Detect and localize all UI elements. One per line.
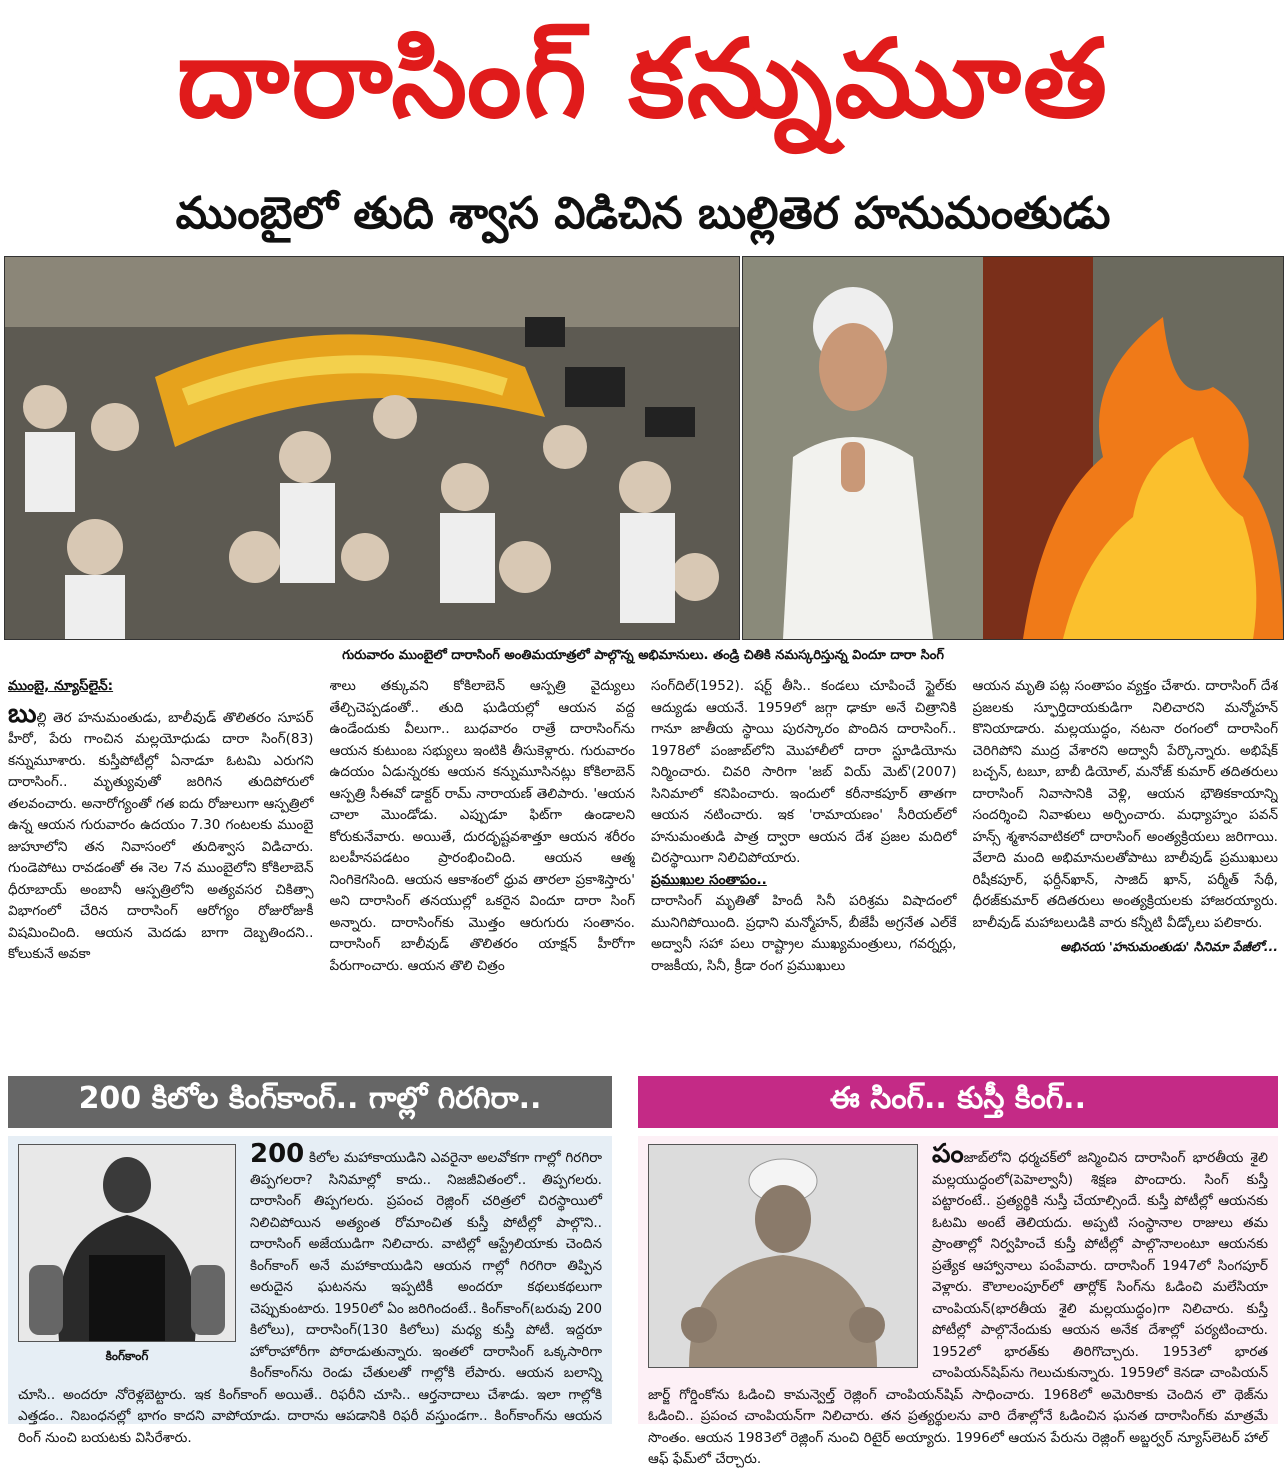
wrestling-king-body xyxy=(638,1136,1278,1467)
article-column-1 xyxy=(8,676,314,1070)
story-lead-number: 200 xyxy=(250,1139,305,1169)
continued-reference: అభినయ 'హనుమంతుడు' సినిమా పేజీలో... xyxy=(1060,939,1278,954)
dara-singh-photo-image xyxy=(648,1144,918,1368)
main-headline: దారాసింగ్ కన్నుమూత xyxy=(177,16,1109,142)
article-paragraph: ఆయన మృతి పట్ల సంతాపం వ్యక్తం చేశారు. దారాసింగ్ దేశ ప్రజలకు స్ఫూర్తిదాయకుడిగా నిలిచారని మన్మోహన్ కొనియాడారు. మల్లయుద్ధం, నటనా రంగంలో దారాసింగ్ చెరిగిపోని ముద్ర వేశారని అద్వానీ పేర్కొన్నారు. అభిషేక్ బచ్చన్, టబూ, బాబీ డియోల్, మనోజ్ కుమార్ తదితరులు దారాసింగ్ నివాసానికి వెళ్లి, ఆయన భౌతికకాయాన్ని సందర్శించి నివాళులు అర్పించారు. మధ్యాహ్నం పవన్ హన్స్ శ్మశానవాటికలో దారాసింగ్ అంత్యక్రియలు జరిగాయి. వేలాది మంది అభిమానులతోపాటు బాలీవుడ్ ప్రముఖులు రిషీకపూర్, ఫర్దీన్‌ఖాన్, సాజిద్ ఖాన్, పర్మీత్ సేథీ, ధీరజ్‌కుమార్ తదితరులు అంత్యక్రియలకు హాజరయ్యారు. బాలీవుడ్ మహాబలుడికి వారు కన్నీటి వీడ్కోలు పలికారు. xyxy=(972,678,1278,931)
condolence-subhead: ప్రముఖుల సంతాపం.. xyxy=(651,871,767,888)
kingkong-story-text: కిలోల మహాకాయుడిని ఎవరైనా అలవోకగా గాల్లో గిరగిరా తిప్పగలరా? సినిమాల్లో కాదు.. నిజజీవితంలో.. తిప్పగలరు. దారాసింగ్ తిప్పగలరు. ప్రపంచ రెజ్లింగ్ చరిత్రలో చిరస్థాయిలో నిలిచిపోయిన అత్యంత రోమాంచిత కుస్తీ పోటీల్లో పాల్గొని.. దారాసింగ్ అజేయుడిగా నిలిచారు. వాటిల్లో ఆస్ట్రేలియాకు చెందిన కింగ్‌కాంగ్ అనే మహాకాయుడిని ఆయన గాల్లో గిరగిరా తిప్పిన అరుదైన ఘటనను ఇప్పటికీ అందరూ కథలుకథలుగా చెప్పుకుంటారు. 1950లో ఏం జరిగిందంటే.. కింగ్‌కాంగ్(బరువు 200 కిలోలు), దారాసింగ్(130 కిలోలు) మధ్య కుస్తీ పోటీ. ఇద్దరూ హోరాహోరీగా పోరాడుతున్నారు. ఇంతలో దారాసింగ్ ఒక్కసారిగా కింగ్‌కాంగ్‌ను రెండు చేతులతో గాల్లోకి లేపారు. ఆయన బలాన్ని చూసి.. అందరూ నోరెళ్లబెట్టారు. ఇక కింగ్‌కాంగ్ అయితే.. రిఫరీని చూసి.. ఆర్తనాదాలు చేశాడు. ఇలా గాల్లోకి ఎత్తడం.. నిబంధనల్లో భాగం కాదని వాపోయాడు. దారాను ఆపడానికి రిఫరీ వస్తుండగా.. కింగ్‌కాంగ్‌ను ఆయన రింగ్ నుంచి బయటకు విసిరేశారు. xyxy=(18,1150,602,1446)
wrestler-illustration xyxy=(19,1145,235,1341)
wrestling-king-box xyxy=(638,1076,1278,1467)
dara-singh-photo xyxy=(648,1144,918,1368)
sub-headline: ముంబైలో తుది శ్వాస విడిచిన బుల్లితెర హనుమంతుడు xyxy=(175,188,1111,239)
kingkong-photo-caption: కింగ్‌కాంగ్ xyxy=(105,1349,149,1363)
article-column-4 xyxy=(973,676,1279,1070)
article-column-3 xyxy=(651,676,957,1070)
article-paragraph: సంగ్‌దిల్(1952). షర్ట్ తీసి.. కండలు చూపించే స్టైల్‌కు ఆద్యుడు ఆయనే. 1959లో జగ్గా ఢాకూ అనే చిత్రానికి గానూ జాతీయ స్థాయి పురస్కారం పొందిన దారాసింగ్.. 1978లో పంజాబ్‌లోని మొహాలీలో దారా స్టూడియోను నిర్మించారు. చివరి సారిగా 'జబ్ వియ్ మెట్'(2007) సినిమాలో కనిపించారు. ఇందులో కరీనాకపూర్ తాతగా ఆయన నటించారు. ఇక 'రామాయణం' సీరియల్‌లో హనుమంతుడి పాత్ర ద్వారా ఆయన దేశ ప్రజల మదిలో చిరస్థాయిగా నిలిచిపోయారు. xyxy=(651,678,957,866)
photo-caption: గురువారం ముంబైలో దారాసింగ్ అంతిమయాత్రలో పాల్గొన్న అభిమానులు. తండ్రి చితికి నమస్కరిస్తున్న విందూ దారా సింగ్ xyxy=(342,648,944,663)
kingkong-photo xyxy=(18,1144,236,1368)
funeral-procession-photo xyxy=(4,256,740,640)
wrestling-king-title: ఈ సింగ్.. కుస్తీ కింగ్.. xyxy=(638,1076,1278,1128)
dateline: ముంబై, న్యూస్‌లైన్: xyxy=(8,678,114,694)
article-column-2 xyxy=(330,676,636,1070)
turbaned-wrestler-illustration xyxy=(649,1145,917,1367)
kingkong-story-body xyxy=(8,1136,612,1446)
drop-cap: బు xyxy=(8,698,37,729)
kingkong-story-title: 200 కిలోల కింగ్‌కాంగ్.. గాల్లో గిరగిరా.. xyxy=(8,1076,612,1128)
article-paragraph: బుల్లి తెర హనుమంతుడు, బాలీవుడ్ తొలితరం సూపర్ హీరో, పేరు గాంచిన మల్లయోధుడు దారా సింగ్(83) కన్నుమూశారు. కుస్తీపోటీల్లో ఏనాడూ ఓటమి ఎరుగని దారాసింగ్.. మృత్యువుతో జరిగిన తుదిపోరులో తలవంచారు. అనారోగ్యంతో గత ఐదు రోజులుగా ఆస్పత్రిలో ఉన్న ఆయన గురువారం ఉదయం 7.30 గంటలకు ముంబై జుహూలోని తన నివాసంలో తుదిశ్వాస విడిచారు. గుండెపోటు రావడంతో ఈ నెల 7న ముంబైలోని కోకిలాబెన్ ధీరూబాయ్ అంబానీ ఆస్పత్రిలోని అత్యవసర చికిత్సా విభాగంలో చేరిన దారాసింగ్ ఆరోగ్యం రోజురోజుకీ విషమించింది. ఆయన మెదడు బాగా దెబ్బతిందని.. కోలుకునే అవకా xyxy=(8,698,314,962)
article-paragraph: శాలు తక్కువని కోకిలాబెన్ ఆస్పత్రి వైద్యులు తేల్చిచెప్పడంతో.. తుది ఘడియల్లో ఆయన వద్ద ఉండేందుకు వీలుగా.. బుధవారం రాత్రే దారాసింగ్‌ను ఆయన కుటుంబ సభ్యులు ఇంటికి తీసుకెళ్లారు. గురువారం ఉదయం ఏడున్నరకు ఆయన కన్నుమూసినట్లు కోకిలాబెన్ ఆస్పత్రి సీఈవో డాక్టర్ రామ్ నారాయణ్ తెలిపారు. 'ఆయన చాలా మొండోడు. ఎప్పుడూ ఫిట్‌గా ఉండాలని కోరుకునేవారు. అయితే, దురదృష్టవశాత్తూ ఆయన శరీరం బలహీనపడటం ప్రారంభించింది. ఆయన ఆత్మ నింగికెగసింది. ఆయన ఆకాశంలో ధ్రువ తారలా ప్రకాశిస్తారు' అని దారాసింగ్ తనయుల్లో ఒకరైన విందూ దారా సింగ్ అన్నారు. దారాసింగ్‌కు మొత్తం ఆరుగురు సంతానం. దారాసింగ్ బాలీవుడ్ తొలితరం యాక్షన్ హీరోగా పేరుగాంచారు. ఆయన తొలి చిత్రం xyxy=(329,678,635,974)
kingkong-story-box xyxy=(8,1076,612,1446)
son-at-pyre-photo xyxy=(742,256,1284,640)
wrestling-king-text: జాబ్‌లోని ధర్మచక్‌లో జన్మించిన దారాసింగ్ భారతీయ శైలి మల్లయుద్ధంలో(పెహెల్వానీ) శిక్షణ పొందారు. సింగ్ కుస్తీ పట్టారంటే.. ప్రత్యర్థికి నుస్తీ చేయాల్సిందే. కుస్తీ పోటీల్లో ఆయనకు ఓటమి అంటే తెలియదు. అప్పటి సంస్థానాల రాజులు తమ ప్రాంతాల్లో నిర్వహించే కుస్తీ పోటీల్లో పాల్గొనాలంటూ ఆయనకు ప్రత్యేక ఆహ్వానాలు పంపేవారు. దారాసింగ్ 1947లో సింగపూర్ వెళ్లారు. కౌలాలంపూర్‌లో తార్లోక్ సింగ్‌ను ఓడించి మలేసియా చాంపియన్(భారతీయ శైలి మల్లయుద్ధం)గా నిలిచారు. కుస్తీ పోటీల్లో పాల్గొనేందుకు ఆయన అనేక దేశాల్లో పర్యటించారు. 1952లో భారత్‌కు తిరిగొచ్చారు. 1953లో భారత చాంపియన్‌షిప్‌ను గెలుచుకున్నారు. 1959లో కెనడా చాంపియన్ జార్జ్ గోర్డింకోను ఓడించి కామన్వెల్త్ రెజ్లింగ్ చాంపియన్‌షిప్ సాధించారు. 1968లో అమెరికాకు చెందిన లౌ థెజ్‌ను ఓడించి.. ప్రపంచ చాంపియన్‌గా నిలిచారు. తన ప్రత్యర్థులను వారి దేశాల్లోనే ఓడించిన ఘనత దారాసింగ్‌కు మాత్రమే సొంతం. ఆయన 1983లో రెజ్లింగ్ నుంచి రిటైర్ అయ్యారు. 1996లో ఆయన పేరును రెజ్లింగ్ అబ్జర్వర్ న్యూస్‌లెటర్ హాల్ ఆఫ్ ఫేమ్‌లో చేర్చారు. xyxy=(648,1150,1268,1467)
pyre-illustration xyxy=(743,257,1283,639)
article-paragraph: దారాసింగ్ మృతితో హిందీ సినీ పరిశ్రమ విషాదంలో మునిగిపోయింది. ప్రధాని మన్మోహన్, బీజేపీ అగ్రనేత ఎల్‌కే అద్వానీ సహా పలు రాష్ట్రాల ముఖ్యమంత్రులు, గవర్నర్లు, రాజకీయ, సినీ, క్రీడా రంగ ప్రముఖులు xyxy=(651,893,957,974)
story-lead-syllable: పం xyxy=(932,1139,964,1169)
funeral-crowd-illustration xyxy=(5,257,739,639)
main-article xyxy=(8,676,1278,1070)
kingkong-photo-image xyxy=(18,1144,236,1342)
